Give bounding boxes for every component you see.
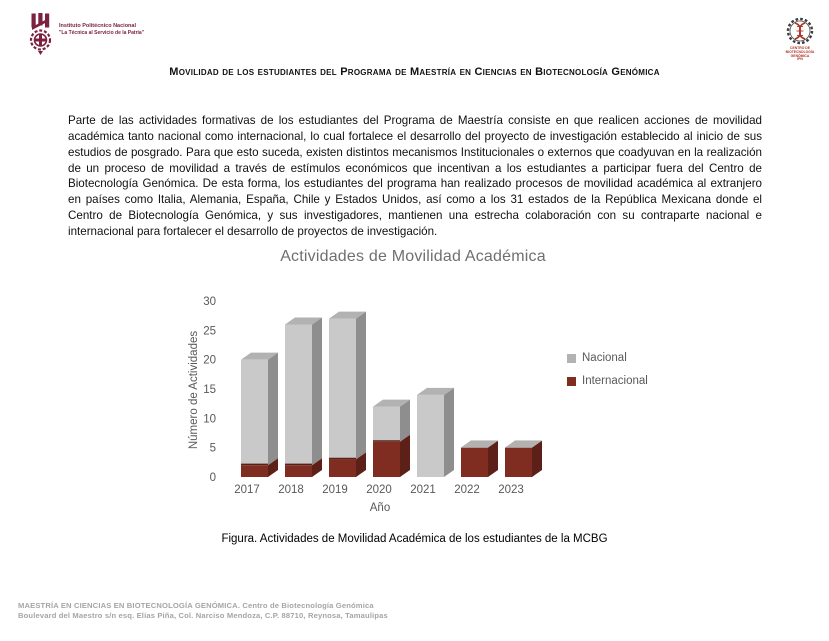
bar-nacional-side: [356, 312, 366, 460]
footer-line-1: MAESTRÍA EN CIENCIAS EN BIOTECNOLOGÍA GENÓMICA. Centro de Biotecnología Genómica: [18, 601, 374, 610]
y-tick-label: 15: [203, 384, 216, 396]
page-footer: [18, 601, 388, 620]
bar-internacional-front: [505, 448, 532, 477]
legend-item-nacional: [567, 352, 627, 364]
bar-internacional-front: [373, 442, 400, 477]
bar-internacional-side: [400, 435, 410, 477]
ipn-logo-block: [27, 13, 144, 55]
bar-nacional-side: [400, 400, 410, 442]
bar-nacional-front: [241, 360, 268, 466]
x-category-label: 2019: [322, 484, 348, 496]
cbg-caption-line3: IPN: [797, 57, 803, 62]
y-tick-label: 0: [209, 472, 216, 484]
y-tick-label: 5: [209, 442, 216, 455]
cbg-caption-line2: BIOTECNOLOGÍA GENÓMICA: [785, 49, 815, 58]
cbg-logo-block: [778, 16, 822, 62]
footer-line-2: Boulevard del Maestro s/n esq. Elías Piña, Col. Narciso Mendoza, C.P. 88710, Reynosa, Tamaulipas: [18, 610, 388, 620]
mobility-stacked-bar-chart: [160, 280, 590, 525]
bar-internacional-front: [285, 465, 312, 477]
ipn-motto: "La Técnica al Servicio de la Patria": [59, 29, 145, 36]
page-title: Movilidad de los estudiantes del Programa de Maestría en Ciencias en Biotecnología Genómica: [169, 66, 660, 78]
legend-swatch-nacional: [567, 354, 576, 363]
y-tick-label: 20: [203, 354, 216, 367]
cbg-caption-line1: CENTRO DE: [790, 46, 810, 50]
x-category-label: 2020: [366, 484, 392, 496]
x-category-label: 2018: [278, 484, 304, 496]
body-paragraph: Parte de las actividades formativas de los estudiantes del Programa de Maestría consiste en que realicen acciones de movilidad académica tanto nacional como internacional, lo cual fortalece el desarrollo del proyecto de investigación establecido al inicio de sus estudios de posgrado. Para que esto suceda, existen distintos mecanismos Institucionales o externos que coadyuvan en la realización de un proceso de movilidad a través de estímulos económicos que incentivan a los estudiantes a participar fuera del Centro de Biotecnología Genómica. De esta forma, los estudiantes del programa han realizado procesos de movilidad académica al extranjero en países como Italia, Alemania, España, Chile y Estados Unidos, así como a los 31 estados de la República Mexicana donde el Centro de Biotecnología Genómica, y sus investigadores, mantienen una estrecha colaboración con su contraparte nacional e internacional para fortalecer el desarrollo de proyectos de investigación.: [68, 114, 762, 238]
bar-internacional-front: [461, 448, 488, 477]
ipn-institution-name: Instituto Politécnico Nacional: [59, 23, 137, 29]
y-axis-title: Número de Actividades: [188, 330, 200, 450]
x-axis-title: Año: [369, 502, 391, 514]
ipn-text: [59, 23, 144, 36]
bar-internacional-front: [241, 465, 268, 477]
bar-nacional-front: [285, 324, 312, 465]
bar-nacional-side: [312, 317, 322, 465]
y-tick-label: 30: [203, 296, 216, 308]
y-tick-label: 25: [203, 325, 216, 338]
bar-nacional-side: [268, 353, 278, 466]
legend-label-internacional: Internacional: [582, 375, 648, 387]
cbg-gear-dna-icon: [785, 16, 815, 46]
x-category-label: 2022: [454, 484, 480, 496]
bar-nacional-front: [329, 319, 356, 460]
x-category-label: 2017: [234, 484, 260, 496]
chart-title: Actividades de Movilidad Académica: [280, 248, 546, 265]
ipn-logo-icon: [27, 13, 54, 55]
bar-internacional-front: [329, 459, 356, 477]
bar-nacional-side: [444, 388, 454, 477]
legend-swatch-internacional: [567, 377, 576, 386]
figure-caption: Figura. Actividades de Movilidad Académica de los estudiantes de la MCBG: [221, 533, 608, 545]
x-category-label: 2023: [498, 484, 524, 496]
legend-label-nacional: Nacional: [582, 352, 627, 364]
legend-item-internacional: [567, 375, 648, 387]
bar-nacional-front: [373, 407, 400, 442]
bar-nacional-front: [417, 395, 444, 477]
x-category-label: 2021: [410, 484, 436, 496]
y-tick-label: 10: [203, 413, 216, 426]
cbg-caption: [778, 47, 822, 62]
